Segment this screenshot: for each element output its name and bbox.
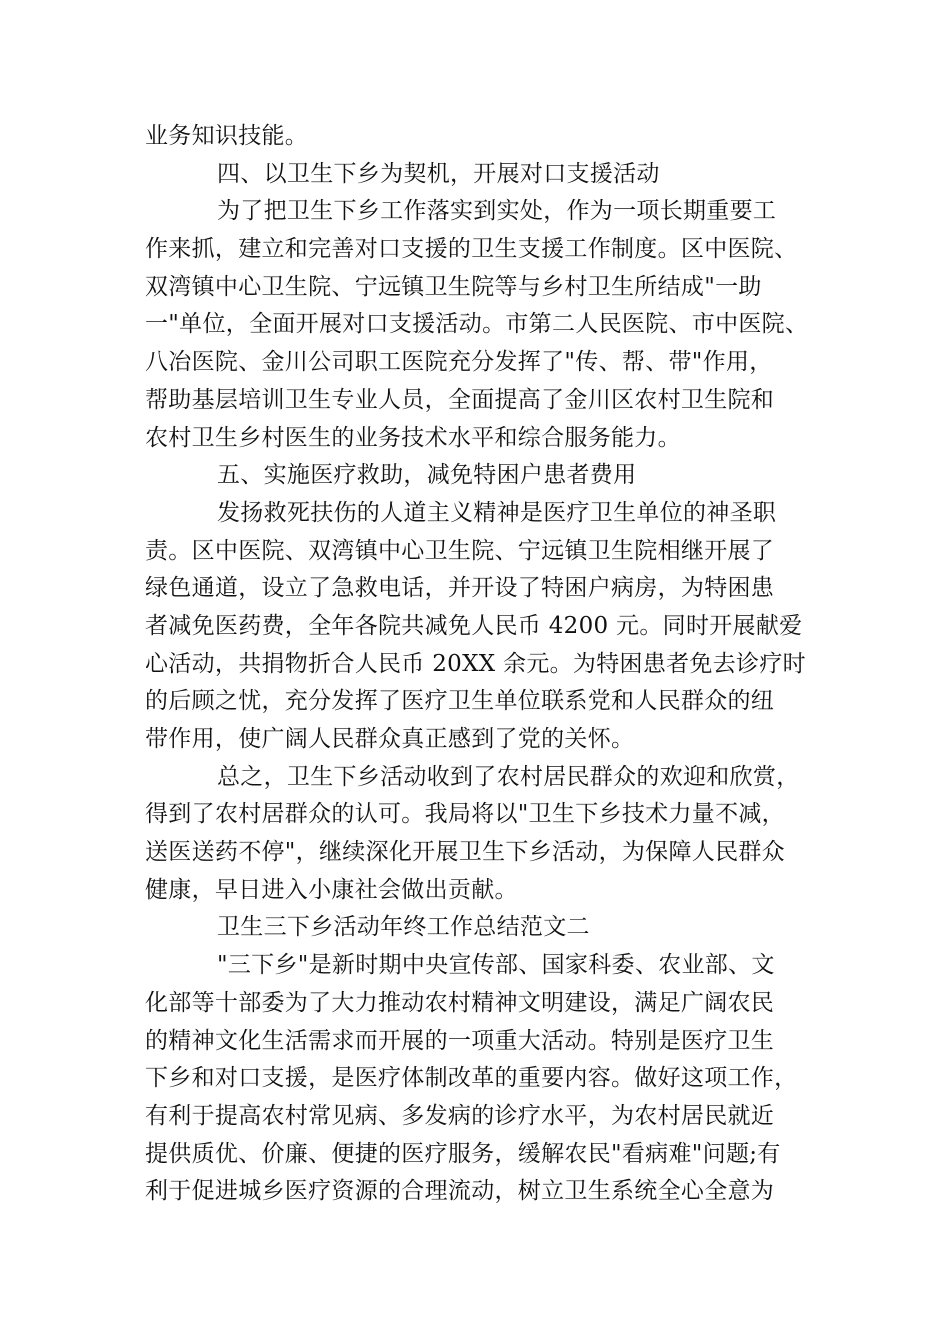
paragraph-first-line: 四、以卫生下乡为契机，开展对口支援活动 — [217, 160, 660, 187]
text-line: 带作用，使广阔人民群众真正感到了党的关怀。 — [145, 726, 635, 752]
text-line: 下乡和对口支援，是医疗体制改革的重要内容。做好这项工作， — [145, 1065, 798, 1092]
text-line: 绿色通道，设立了急救电话，并开设了特困户病房，为特困患 — [145, 575, 775, 602]
paragraph-first-line: "三下乡"是新时期中央宣传部、国家科委、农业部、文 — [217, 952, 775, 979]
text-line: 利于促进城乡医疗资源的合理流动，树立卫生系统全心全意为 — [145, 1178, 775, 1205]
text-line: 送医送药不停"，继续深化开展卫生下乡活动，为保障人民群众 — [145, 839, 785, 866]
paragraph-first-line: 五、实施医疗救助，减免特困户患者费用 — [217, 462, 637, 489]
document-body — [145, 118, 825, 1211]
paragraph-first-line: 总之，卫生下乡活动收到了农村居民群众的欢迎和欣赏， — [217, 763, 800, 790]
text-line: 化部等十部委为了大力推动农村精神文明建设，满足广阔农民 — [145, 989, 775, 1016]
text-line: 提供质优、价廉、便捷的医疗服务，缓解农民"看病难"问题;有 — [145, 1140, 781, 1167]
text-line: 一"单位，全面开展对口支援活动。市第二人民医院、市中医院、 — [145, 311, 809, 338]
text-line: 的精神文化生活需求而开展的一项重大活动。特别是医疗卫生 — [145, 1027, 775, 1054]
text-line: 责。区中医院、双湾镇中心卫生院、宁远镇卫生院相继开展了 — [145, 537, 775, 564]
text-line: 健康，早日进入小康社会做出贡献。 — [145, 876, 518, 903]
text-line: 的后顾之忧，充分发挥了医疗卫生单位联系党和人民群众的纽 — [145, 688, 775, 715]
text-line: 帮助基层培训卫生专业人员，全面提高了金川区农村卫生院和 — [145, 386, 775, 413]
text-line: 八冶医院、金川公司职工医院充分发挥了"传、帮、带"作用， — [145, 349, 773, 376]
text-line: 得到了农村居群众的认可。我局将以"卫生下乡技术力量不减， — [145, 801, 785, 828]
text-line: 心活动，共捐物折合人民币 20XX 余元。为特困患者免去诊疗时 — [145, 650, 806, 677]
paragraph-first-line: 卫生三下乡活动年终工作总结范文二 — [217, 914, 590, 941]
text-line: 双湾镇中心卫生院、宁远镇卫生院等与乡村卫生所结成"一助 — [145, 273, 762, 300]
text-line: 作来抓，建立和完善对口支援的卫生支援工作制度。区中医院、 — [145, 236, 798, 263]
text-line: 者减免医药费，全年各院共减免人民币 4200 元。同时开展献爱 — [145, 612, 803, 639]
text-line: 业务知识技能。 — [145, 123, 309, 149]
text-line: 农村卫生乡村医生的业务技术水平和综合服务能力。 — [145, 424, 681, 451]
paragraph-first-line: 发扬救死扶伤的人道主义精神是医疗卫生单位的神圣职 — [217, 499, 777, 526]
paragraph-first-line: 为了把卫生下乡工作落实到实处，作为一项长期重要工 — [217, 198, 777, 225]
text-line: 有利于提高农村常见病、多发病的诊疗水平，为农村居民就近 — [145, 1102, 775, 1129]
